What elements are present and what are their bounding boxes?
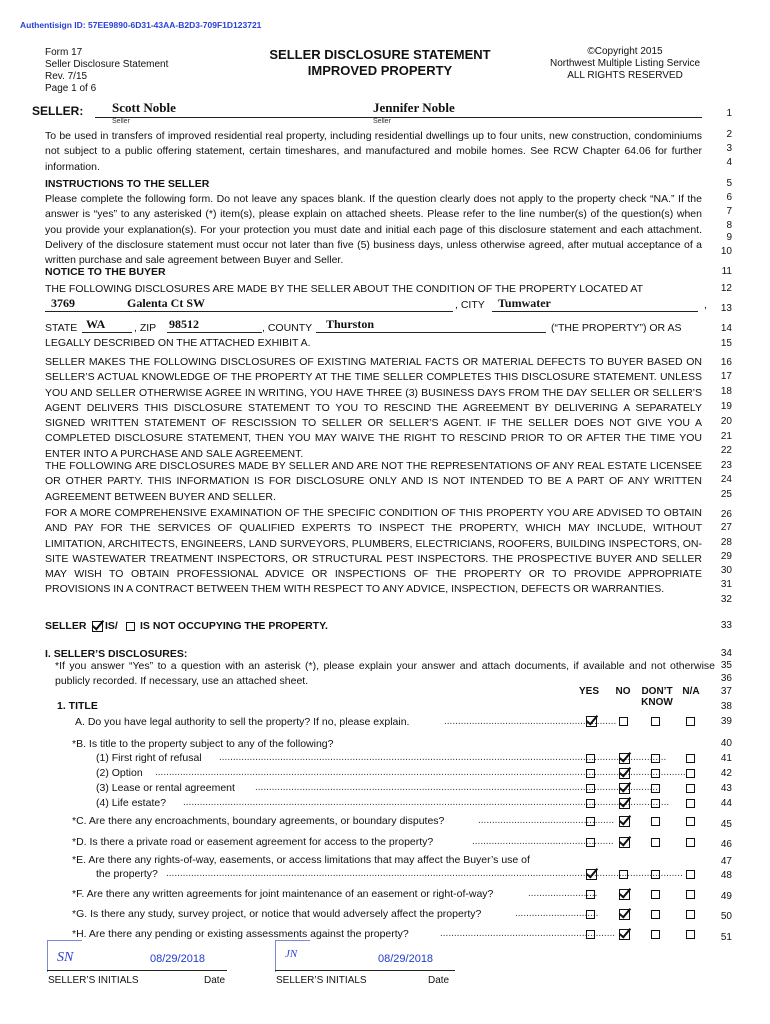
answer-h-dont-know-checkbox[interactable]	[651, 930, 660, 939]
answer-b1-dont-know-checkbox[interactable]	[651, 754, 660, 763]
leader-dots: ...............................................................................................................................................................................	[183, 797, 670, 808]
line-number: 7	[726, 206, 732, 217]
seller-sublabel-2: Seller	[373, 118, 391, 125]
seller-name-2: Jennifer Noble	[373, 100, 455, 115]
seller-initials-line-1	[47, 955, 227, 971]
answer-a-yes-checkbox[interactable]	[586, 716, 597, 727]
state-label: STATE	[45, 322, 78, 334]
question-b1: (1) First right of refusal	[96, 752, 202, 764]
line-number: 31	[720, 579, 732, 590]
disclosures-paragraph: SELLER MAKES THE FOLLOWING DISCLOSURES OF EXISTING MATERIAL FACTS OR MATERIAL DEFECTS TO BUYER BASED ON SELLER’S ACTUAL KNOWLEDGE OF THE PROPERTY AT THE TIME SELLER COMPLETES THIS DISCLOSURE STATEMENT. UNLESS YOU AND SELLER OTHERWISE AGREE IN WRITING, YOU HAVE THREE (3) BUSINESS DAYS FROM THE DAY SELLER OR SELLER’S AGENT DELIVERS THIS DISCLOSURE STATEMENT TO YOU TO RESCIND THE AGREEMENT BY DELIVERING A SEPARATELY SIGNED WRITTEN STATEMENT OF RESCISSION TO SELLER OR SELLER’S AGENT. IF THE SELLER DOES NOT GIVE YOU A COMPLETED DISCLOSURE STATEMENT, THEN YOU MAY WAIVE THE RIGHT TO RESCIND PRIOR TO OR AFTER THE TIME YOU ENTER INTO A PURCHASE AND SALE AGREEMENT.	[45, 356, 702, 460]
line-number: 30	[720, 565, 732, 576]
answer-b3-na-checkbox[interactable]	[686, 784, 695, 793]
line-number: 15	[720, 338, 732, 349]
line-number: 4	[726, 157, 732, 168]
line-number: 40	[720, 738, 732, 749]
answer-f-yes-checkbox[interactable]	[586, 890, 595, 899]
answer-c-na-checkbox[interactable]	[686, 817, 695, 826]
answer-b2-dont-know-checkbox[interactable]	[651, 769, 660, 778]
answer-b4-no-checkbox[interactable]	[619, 798, 630, 809]
question-c: *C. Are there any encroachments, boundary agreements, or boundary disputes?	[72, 815, 445, 827]
seller-initials-2: JN	[285, 948, 298, 960]
intro-paragraph: To be used in transfers of improved residential real property, including residential dwellings up to four units, new construction, condominiums not subject to a public offering statement, certain timeshares, and manufactured and mobile homes. See RCW Chapter 64.06 for further information.	[45, 130, 702, 173]
answer-e-yes-checkbox[interactable]	[586, 869, 597, 880]
zip-value: 98512	[169, 317, 199, 331]
answer-g-no-checkbox[interactable]	[619, 909, 630, 920]
line-number: 49	[720, 891, 732, 902]
answer-b3-dont-know-checkbox[interactable]	[651, 784, 660, 793]
column-na: N/A	[682, 686, 700, 697]
line-number: 26	[720, 509, 732, 520]
line-number: 34	[720, 648, 732, 659]
copyright: ©Copyright 2015	[587, 46, 663, 57]
city-value: Tumwater	[498, 296, 551, 310]
column-dont-know-line-1: DON’T	[641, 686, 673, 697]
line-number: 16	[720, 357, 732, 368]
line-number: 5	[726, 178, 732, 189]
answer-b4-na-checkbox[interactable]	[686, 799, 695, 808]
line-number: 32	[720, 594, 732, 605]
section-title: 1. TITLE	[57, 700, 98, 712]
line-number: 19	[720, 401, 732, 412]
line-number: 6	[726, 192, 732, 203]
line-number: 33	[720, 620, 732, 631]
occupying-is-not-checkbox[interactable]	[126, 622, 135, 631]
date-label-1: Date	[204, 975, 226, 986]
answer-c-no-checkbox[interactable]	[619, 816, 630, 827]
zip-field[interactable]	[167, 317, 262, 333]
form-number: Form 17	[45, 47, 83, 58]
line-number: 14	[720, 323, 732, 334]
legal-description: LEGALLY DESCRIBED ON THE ATTACHED EXHIBIT A.	[45, 337, 311, 349]
zip-label: , ZIP	[134, 322, 157, 334]
leader-dots: .................................................................................................................................................	[255, 782, 658, 793]
line-number: 43	[720, 783, 732, 794]
seller-initials-label-2: SELLER’S INITIALS	[276, 975, 367, 986]
city-comma: ,	[704, 299, 707, 311]
page-number: Page 1 of 6	[45, 83, 97, 94]
title-line-1: SELLER DISCLOSURE STATEMENT	[269, 47, 491, 62]
answer-d-no-checkbox[interactable]	[619, 837, 630, 848]
answer-a-na-checkbox[interactable]	[686, 717, 695, 726]
asterisk-note: *If you answer “Yes” to a question with an asterisk (*), please explain your answer and attach documents, if available and not otherwise publicly recorded. If necessary, use an attached sheet.	[55, 660, 715, 688]
city-field[interactable]	[492, 296, 698, 312]
answer-b3-no-checkbox[interactable]	[619, 783, 630, 794]
answer-b1-no-checkbox[interactable]	[619, 753, 630, 764]
county-field[interactable]	[316, 317, 546, 333]
line-number: 10	[720, 246, 732, 257]
county-value: Thurston	[326, 317, 375, 331]
leader-dots: ...................................................	[472, 836, 614, 847]
line-number: 38	[720, 701, 732, 712]
column-no: NO	[615, 686, 631, 697]
leader-dots: ...............................................................	[440, 928, 616, 939]
answer-f-dont-know-checkbox[interactable]	[651, 890, 660, 899]
date-label-2: Date	[428, 975, 450, 986]
line-number: 22	[720, 445, 732, 456]
copyright-block	[540, 46, 710, 82]
line-number: 9	[726, 232, 732, 243]
leader-dots: ..............................	[515, 908, 599, 919]
street-address-field[interactable]	[45, 296, 453, 312]
line-number: 1	[726, 108, 732, 119]
question-b4: (4) Life estate?	[96, 797, 167, 809]
column-yes: YES	[578, 686, 599, 697]
answer-g-yes-checkbox[interactable]	[586, 910, 595, 919]
answer-c-yes-checkbox[interactable]	[586, 817, 595, 826]
question-b3: (3) Lease or rental agreement	[96, 782, 235, 794]
street-number: 3769	[51, 296, 75, 310]
answer-f-no-checkbox[interactable]	[619, 889, 630, 900]
seller-label: SELLER:	[32, 104, 84, 118]
answer-d-dont-know-checkbox[interactable]	[651, 838, 660, 847]
instructions-title: INSTRUCTIONS TO THE SELLER	[45, 178, 210, 190]
answer-h-yes-checkbox[interactable]	[586, 930, 595, 939]
leader-dots: .................................................................................................................................................................	[219, 752, 667, 763]
answer-b2-no-checkbox[interactable]	[619, 768, 630, 779]
form-revision: Rev. 7/15	[45, 71, 88, 82]
line-number: 8	[726, 220, 732, 231]
answer-f-na-checkbox[interactable]	[686, 890, 695, 899]
line-number: 36	[720, 673, 732, 684]
line-number: 27	[720, 522, 732, 533]
seller-date-1: 08/29/2018	[150, 953, 206, 965]
document-title	[240, 47, 520, 79]
answer-h-no-checkbox[interactable]	[619, 929, 630, 940]
line-number: 17	[720, 371, 732, 382]
property-label: (“THE PROPERTY”) OR AS	[551, 322, 682, 334]
line-number: 47	[720, 856, 732, 867]
question-f: *F. Are there any written agreements for joint maintenance of an easement or right-of-way?	[72, 888, 494, 900]
street-name: Galenta Ct SW	[127, 296, 205, 310]
answer-e-dont-know-checkbox[interactable]	[651, 870, 660, 879]
line-number: 3	[726, 143, 732, 154]
line-number: 28	[720, 537, 732, 548]
notice-title: NOTICE TO THE BUYER	[45, 266, 166, 278]
seller-initials-line-2	[275, 955, 455, 971]
question-a: A. Do you have legal authority to sell the property? If no, please explain.	[75, 716, 410, 728]
answer-e-no-checkbox[interactable]	[619, 870, 628, 879]
question-b2: (2) Option	[96, 767, 143, 779]
column-dont-know	[637, 686, 677, 708]
line-number: 24	[720, 474, 732, 485]
line-number: 25	[720, 489, 732, 500]
leader-dots: ..............................................................	[444, 716, 617, 727]
line-number: 29	[720, 551, 732, 562]
line-number: 12	[720, 283, 732, 294]
line-number: 39	[720, 716, 732, 727]
question-h: *H. Are there any pending or existing assessments against the property?	[72, 928, 409, 940]
rights: ALL RIGHTS RESERVED	[567, 70, 683, 81]
question-e-line-2: the property?	[96, 868, 158, 880]
line-number: 45	[720, 819, 732, 830]
answer-b1-na-checkbox[interactable]	[686, 754, 695, 763]
answer-b2-yes-checkbox[interactable]	[586, 769, 595, 778]
line-number: 44	[720, 798, 732, 809]
instructions-text: Please complete the following form. Do not leave any spaces blank. If the question clearly does not apply to the property check “NA.” If the answer is “yes” to any asterisked (*) item(s), please explain on attached sheets. Please refer to the line number(s) of the question(s) when you provide your explanation(s). For your protection you must date and initial each page of this disclosure statement and each attachment. Delivery of the disclosure statement must occur not later than five (5) business days, unless otherwise agreed, after mutual acceptance of a written purchase and sale agreement between Buyer and Seller.	[45, 193, 702, 267]
answer-b2-na-checkbox[interactable]	[686, 769, 695, 778]
answer-e-na-checkbox[interactable]	[686, 870, 695, 879]
line-number: 2	[726, 129, 732, 140]
form-info	[45, 47, 168, 95]
organization: Northwest Multiple Listing Service	[549, 58, 701, 69]
question-d: *D. Is there a private road or easement agreement for access to the property?	[72, 836, 434, 848]
seller-initials-label-1: SELLER’S INITIALS	[48, 975, 139, 986]
occupancy-suffix: IS NOT OCCUPYING THE PROPERTY.	[140, 620, 328, 632]
answer-d-na-checkbox[interactable]	[686, 838, 695, 847]
answer-d-yes-checkbox[interactable]	[586, 838, 595, 847]
answer-a-dont-know-checkbox[interactable]	[651, 717, 660, 726]
line-number: 20	[720, 416, 732, 427]
line-number: 50	[720, 911, 732, 922]
question-e-line-1: *E. Are there any rights-of-way, easements, or access limitations that may affect the Buyer’s use of	[72, 854, 530, 866]
occupancy-prefix: SELLER	[45, 620, 87, 632]
answer-b4-yes-checkbox[interactable]	[586, 799, 595, 808]
county-label: , COUNTY	[262, 322, 313, 334]
seller-sublabel-1: Seller	[112, 118, 130, 125]
city-label: , CITY	[455, 299, 485, 311]
answer-c-dont-know-checkbox[interactable]	[651, 817, 660, 826]
leader-dots: ..........................................................................................................................................................................................	[166, 868, 683, 879]
line-number: 42	[720, 768, 732, 779]
line-number: 11	[721, 266, 732, 277]
leader-dots: ...............................................................................................................................................................................................	[155, 767, 686, 778]
not-representations-paragraph: THE FOLLOWING ARE DISCLOSURES MADE BY SELLER AND ARE NOT THE REPRESENTATIONS OF ANY REAL ESTATE LICENSEE OR OTHER PARTY. THIS INFORMATION IS FOR DISCLOSURE ONLY AND IS NOT INTENDED TO BE A PART OF ANY WRITTEN AGREEMENT BETWEEN BUYER AND SELLER.	[45, 460, 702, 503]
property-location-text: THE FOLLOWING DISCLOSURES ARE MADE BY THE SELLER ABOUT THE CONDITION OF THE PROPERTY LOCATED AT	[45, 283, 644, 295]
question-g: *G. Is there any study, survey project, or notice that would adversely affect the property?	[72, 908, 482, 920]
authentisign-id: Authentisign ID: 57EE9890-6D31-43AA-B2D3-709F1D123721	[20, 20, 262, 30]
line-number: 21	[720, 431, 732, 442]
line-number: 51	[720, 932, 732, 943]
answer-b3-yes-checkbox[interactable]	[586, 784, 595, 793]
line-number: 41	[720, 753, 732, 764]
line-number: 23	[720, 460, 732, 471]
seller-name-1: Scott Noble	[112, 100, 176, 115]
question-b: *B. Is title to the property subject to any of the following?	[72, 738, 334, 750]
seller-initials-1: SN	[57, 950, 74, 965]
form-name: Seller Disclosure Statement	[45, 59, 169, 70]
line-number: 48	[720, 870, 732, 881]
leader-dots: .................................................	[478, 815, 615, 826]
column-dont-know-line-2: KNOW	[641, 697, 673, 708]
leader-dots: .........................	[528, 888, 598, 899]
occupying-is-checkbox[interactable]	[92, 621, 103, 632]
state-field[interactable]	[82, 317, 132, 333]
title-line-2: IMPROVED PROPERTY	[307, 63, 453, 78]
line-number: 13	[720, 303, 732, 314]
answer-g-dont-know-checkbox[interactable]	[651, 910, 660, 919]
disclosures-title: I. SELLER’S DISCLOSURES:	[45, 648, 188, 660]
examination-paragraph: FOR A MORE COMPREHENSIVE EXAMINATION OF THE SPECIFIC CONDITION OF THIS PROPERTY YOU ARE ADVISED TO OBTAIN AND PAY FOR THE SERVICES OF QUALIFIED EXPERTS TO INSPECT THE PROPERTY, WHICH MAY INCLUDE, WITHOUT LIMITATION, ARCHITECTS, ENGINEERS, LAND SURVEYORS, PLUMBERS, ELECTRICIANS, ROOFERS, BUILDING INSPECTORS, ON-SITE WASTEWATER TREATMENT INSPECTORS, OR STRUCTURAL PEST INSPECTORS. THE PROSPECTIVE BUYER AND SELLER MAY WISH TO OBTAIN PROFESSIONAL ADVICE OR INSPECTIONS OF THE PROPERTY OR TO PROVIDE APPROPRIATE PROVISIONS IN A CONTRACT BETWEEN THEM WITH RESPECT TO ANY ADVICE, INSPECTION, DEFECTS OR WARRANTIES.	[45, 507, 702, 596]
line-number: 46	[720, 839, 732, 850]
answer-a-no-checkbox[interactable]	[619, 717, 628, 726]
occupancy-is-label: IS/	[105, 620, 118, 632]
answer-h-na-checkbox[interactable]	[686, 930, 695, 939]
answer-b1-yes-checkbox[interactable]	[586, 754, 595, 763]
line-number: 37	[720, 686, 732, 697]
answer-g-na-checkbox[interactable]	[686, 910, 695, 919]
line-number: 35	[720, 660, 732, 671]
seller-date-2: 08/29/2018	[378, 953, 434, 965]
state-value: WA	[86, 317, 106, 331]
answer-b4-dont-know-checkbox[interactable]	[651, 799, 660, 808]
line-number: 18	[720, 386, 732, 397]
